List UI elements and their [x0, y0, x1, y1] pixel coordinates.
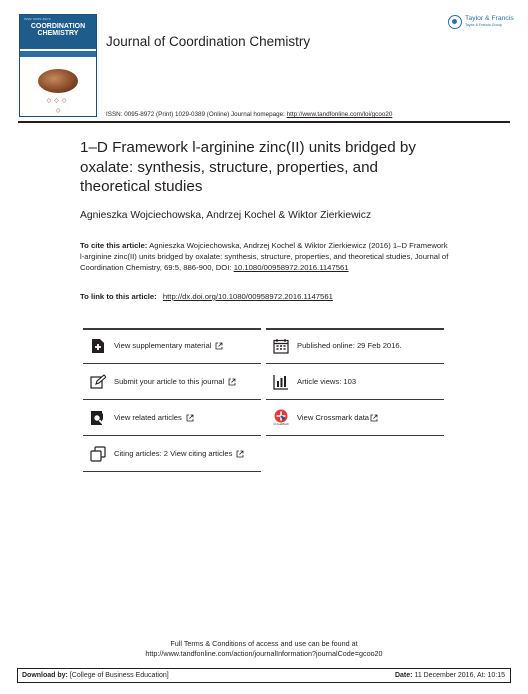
- copy-documents-icon: [89, 445, 107, 463]
- cover-header-band: [20, 15, 96, 49]
- edit-pencil-icon: [89, 373, 107, 391]
- download-by-value: [College of Business Education]: [69, 672, 169, 679]
- cover-molecule-graphic: ◇◇◇: [46, 97, 70, 104]
- calendar-icon: [272, 337, 290, 355]
- cover-title-line2: CHEMISTRY: [37, 30, 79, 37]
- submit-article-label: Submit your article to this journal: [114, 377, 225, 386]
- external-link-icon: [370, 414, 378, 422]
- article-title: 1–D Framework l-arginine zinc(II) units bridged by oxalate: synthesis, structure, properties, and theoretical studies: [80, 139, 416, 195]
- download-date-value: 11 December 2016, At: 10:15: [414, 672, 505, 679]
- publisher-logo-icon: [448, 15, 462, 29]
- external-link-icon: [186, 414, 194, 422]
- supplementary-material-label: View supplementary material: [114, 341, 212, 350]
- terms-url-link[interactable]: http://www.tandfonline.com/action/journalInformation?journalCode=gcoo20: [145, 649, 383, 658]
- download-by-label: Download by:: [22, 672, 68, 679]
- citation-doi-link[interactable]: 10.1080/00958972.2016.1147561: [233, 262, 349, 272]
- cover-sub-band: [20, 51, 96, 57]
- crossmark-icon: [272, 409, 290, 427]
- external-link-icon: [228, 378, 236, 386]
- citing-articles-link[interactable]: [83, 436, 261, 472]
- download-date-label: Date:: [394, 672, 413, 679]
- header-divider: [18, 121, 510, 123]
- citing-articles-label: Citing articles: 2 View citing articles: [114, 449, 233, 458]
- article-authors: Agnieszka Wojciechowska, Andrzej Kochel & Wiktor Zierkiewicz: [80, 210, 372, 221]
- cover-small-text: ISSN 0095-8972: [24, 17, 52, 21]
- issn-text: ISSN: 0095-8972 (Print) 1029-0389 (Online) Journal homepage:: [106, 111, 287, 118]
- external-link-icon: [236, 450, 244, 458]
- cover-title-line1: COORDINATION: [30, 23, 86, 30]
- download-by: [22, 672, 169, 679]
- article-link-line: [80, 292, 333, 301]
- submit-article-link[interactable]: [83, 364, 261, 400]
- terms-note: [0, 639, 528, 659]
- article-doi-url-link[interactable]: http://dx.doi.org/10.1080/00958972.2016.1147561: [162, 292, 333, 301]
- crossmark-label: View Crossmark data: [297, 413, 370, 422]
- publisher-name: Taylor & Francis: [465, 15, 514, 22]
- publisher-group: Taylor & Francis Group: [465, 23, 502, 27]
- cover-molecule-graphic-2: ◇: [55, 107, 61, 114]
- journal-homepage-link[interactable]: http://www.tandfonline.com/loi/gcoo20: [286, 111, 393, 118]
- link-label: To link to this article:: [80, 292, 157, 301]
- bar-chart-icon: [272, 373, 290, 391]
- article-views-info: [266, 364, 444, 400]
- published-online-info: [266, 328, 444, 364]
- publisher-logo: [448, 15, 514, 33]
- citation-block: [80, 241, 450, 273]
- citation-label: To cite this article:: [80, 241, 148, 250]
- cover-title: [20, 23, 96, 37]
- search-document-icon: [89, 409, 107, 427]
- article-views-label: Article views: 103: [297, 377, 357, 386]
- crossmark-caption: CrossMark: [273, 422, 289, 426]
- related-articles-link[interactable]: [83, 400, 261, 436]
- cover-illustration: [38, 69, 78, 93]
- download-info-bar: [17, 668, 511, 683]
- external-link-icon: [215, 342, 223, 350]
- plus-document-icon: [89, 337, 107, 355]
- crossmark-link[interactable]: [266, 400, 444, 436]
- journal-cover-image[interactable]: [19, 14, 97, 117]
- related-articles-label: View related articles: [114, 413, 182, 422]
- journal-title: Journal of Coordination Chemistry: [106, 34, 311, 49]
- published-online-label: Published online: 29 Feb 2016.: [297, 341, 402, 350]
- supplementary-material-link[interactable]: [83, 328, 261, 364]
- terms-line-1: Full Terms & Conditions of access and use can be found at: [170, 639, 358, 648]
- citation-text: Agnieszka Wojciechowska, Andrzej Kochel & Wiktor Zierkiewicz (2016) 1–D Framework l-arginine zinc(II) units bridged by oxalate: synthesis, structure, properties, and theoretical studies, Journal of Coordination Chemistry, 69:5, 886-900, DOI:: [80, 241, 449, 272]
- issn-line: [106, 111, 392, 118]
- download-date: [395, 672, 505, 679]
